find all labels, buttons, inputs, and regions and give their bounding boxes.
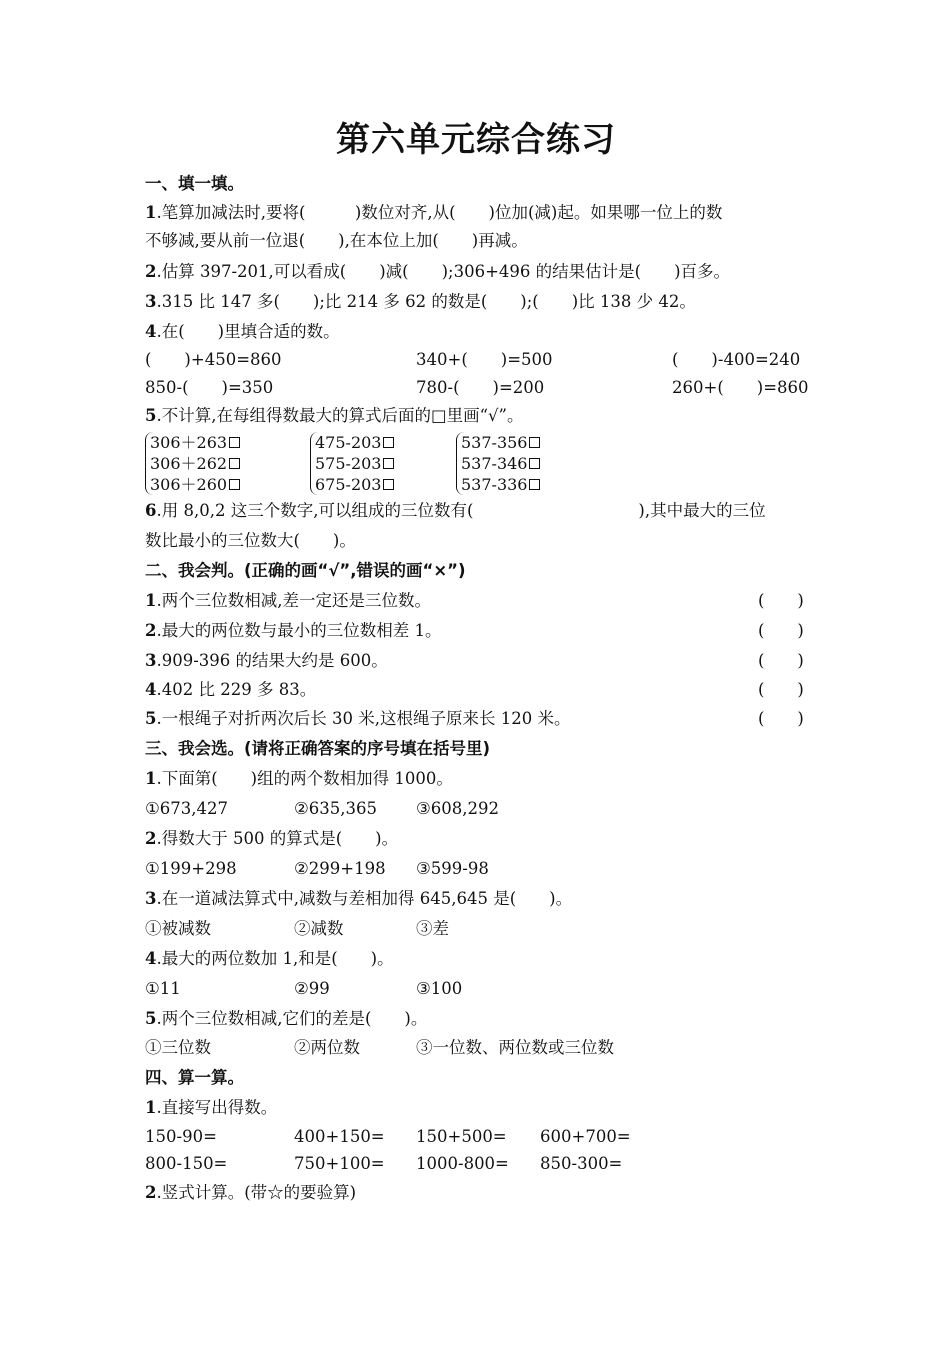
question-1-3: 3.315 比 147 多( );比 214 多 62 的数是( );( )比 138 少 42。 bbox=[145, 292, 696, 311]
question-1-6: 6.用 8,0,2 这三个数字,可以组成的三位数有( ),其中最大的三位 bbox=[145, 501, 766, 520]
choice-option: ③608,292 bbox=[416, 799, 500, 818]
answer-box bbox=[383, 458, 394, 469]
section-1-heading: 一、填一填。 bbox=[145, 174, 244, 193]
expression-group-1 bbox=[145, 432, 240, 495]
choice-question: 5.两个三位数相减,它们的差是( )。 bbox=[145, 1009, 428, 1028]
answer-box bbox=[383, 479, 394, 490]
choice-option: ②635,365 bbox=[294, 799, 378, 818]
judge-item: 5.一根绳子对折两次后长 30 米,这根绳子原来长 120 米。 bbox=[145, 709, 571, 728]
group-expression: 537-356 bbox=[461, 432, 540, 453]
question-1-6-cont: 数比最小的三位数大( )。 bbox=[145, 531, 356, 550]
expression-group-2 bbox=[310, 432, 394, 495]
judge-item: 3.909-396 的结果大约是 600。 bbox=[145, 651, 388, 670]
section-3-heading: 三、我会选。(请将正确答案的序号填在括号里) bbox=[145, 739, 491, 758]
choice-option: ①199+298 bbox=[145, 859, 237, 878]
question-1-1-cont: 不够减,要从前一位退( ),在本位上加( )再减。 bbox=[145, 231, 528, 250]
oral-calc-expression: 800-150= bbox=[145, 1154, 228, 1173]
choice-option: ②减数 bbox=[294, 919, 344, 938]
answer-parentheses: ( ) bbox=[758, 651, 804, 670]
answer-parentheses: ( ) bbox=[758, 591, 804, 610]
group-expression: 306＋260 bbox=[150, 474, 240, 495]
judge-item: 4.402 比 229 多 83。 bbox=[145, 680, 317, 699]
fill-expression: ( )-400=240 bbox=[672, 350, 801, 369]
answer-box bbox=[529, 458, 540, 469]
page-title: 第六单元综合练习 bbox=[336, 120, 616, 160]
answer-parentheses: ( ) bbox=[758, 709, 804, 728]
choice-question: 1.下面第( )组的两个数相加得 1000。 bbox=[145, 769, 453, 788]
oral-calc-expression: 400+150= bbox=[294, 1127, 385, 1146]
fill-expression: ( )+450=860 bbox=[145, 350, 282, 369]
question-1-2: 2.估算 397-201,可以看成( )减( );306+496 的结果估计是( )百多。 bbox=[145, 262, 731, 281]
group-expression: 475-203 bbox=[315, 432, 394, 453]
choice-option: ③100 bbox=[416, 979, 463, 998]
group-expression: 575-203 bbox=[315, 453, 394, 474]
choice-option: ②99 bbox=[294, 979, 330, 998]
answer-box bbox=[229, 479, 240, 490]
expression-group-3 bbox=[456, 432, 540, 495]
fill-expression: 340+( )=500 bbox=[416, 350, 553, 369]
question-1-5: 5.不计算,在每组得数最大的算式后面的□里画“√”。 bbox=[145, 406, 524, 425]
answer-box bbox=[383, 437, 394, 448]
answer-box bbox=[529, 479, 540, 490]
answer-box bbox=[229, 458, 240, 469]
group-expression: 537-336 bbox=[461, 474, 540, 495]
oral-calc-expression: 750+100= bbox=[294, 1154, 385, 1173]
choice-option: ①三位数 bbox=[145, 1038, 211, 1057]
group-expression: 306＋262 bbox=[150, 453, 240, 474]
choice-question: 2.得数大于 500 的算式是( )。 bbox=[145, 829, 399, 848]
answer-box bbox=[229, 437, 240, 448]
answer-box bbox=[529, 437, 540, 448]
choice-question: 3.在一道减法算式中,减数与差相加得 645,645 是( )。 bbox=[145, 889, 573, 908]
oral-calc-expression: 1000-800= bbox=[416, 1154, 509, 1173]
choice-option: ①673,427 bbox=[145, 799, 229, 818]
question-1-1: 1.笔算加减法时,要将( )数位对齐,从( )位加(减)起。如果哪一位上的数 bbox=[145, 203, 723, 222]
section-4-heading: 四、算一算。 bbox=[145, 1068, 244, 1087]
group-expression: 306＋263 bbox=[150, 432, 240, 453]
choice-option: ③一位数、两位数或三位数 bbox=[416, 1038, 614, 1057]
answer-parentheses: ( ) bbox=[758, 680, 804, 699]
fill-expression: 850-( )=350 bbox=[145, 378, 274, 397]
choice-option: ①被减数 bbox=[145, 919, 211, 938]
group-expression: 675-203 bbox=[315, 474, 394, 495]
fill-expression: 260+( )=860 bbox=[672, 378, 809, 397]
section-2-heading: 二、我会判。(正确的画“√”,错误的画“×”) bbox=[145, 561, 466, 580]
calc-question-1: 1.直接写出得数。 bbox=[145, 1098, 278, 1117]
oral-calc-expression: 850-300= bbox=[540, 1154, 623, 1173]
judge-item: 1.两个三位数相减,差一定还是三位数。 bbox=[145, 591, 431, 610]
choice-option: ①11 bbox=[145, 979, 181, 998]
fill-expression: 780-( )=200 bbox=[416, 378, 545, 397]
oral-calc-expression: 150+500= bbox=[416, 1127, 507, 1146]
choice-option: ③差 bbox=[416, 919, 449, 938]
oral-calc-expression: 600+700= bbox=[540, 1127, 631, 1146]
choice-option: ②299+198 bbox=[294, 859, 386, 878]
choice-option: ②两位数 bbox=[294, 1038, 360, 1057]
calc-question-2: 2.竖式计算。(带☆的要验算) bbox=[145, 1183, 357, 1202]
oral-calc-expression: 150-90= bbox=[145, 1127, 217, 1146]
group-expression: 537-346 bbox=[461, 453, 540, 474]
choice-question: 4.最大的两位数加 1,和是( )。 bbox=[145, 949, 394, 968]
answer-parentheses: ( ) bbox=[758, 621, 804, 640]
question-1-4: 4.在( )里填合适的数。 bbox=[145, 322, 340, 341]
judge-item: 2.最大的两位数与最小的三位数相差 1。 bbox=[145, 621, 442, 640]
choice-option: ③599-98 bbox=[416, 859, 489, 878]
